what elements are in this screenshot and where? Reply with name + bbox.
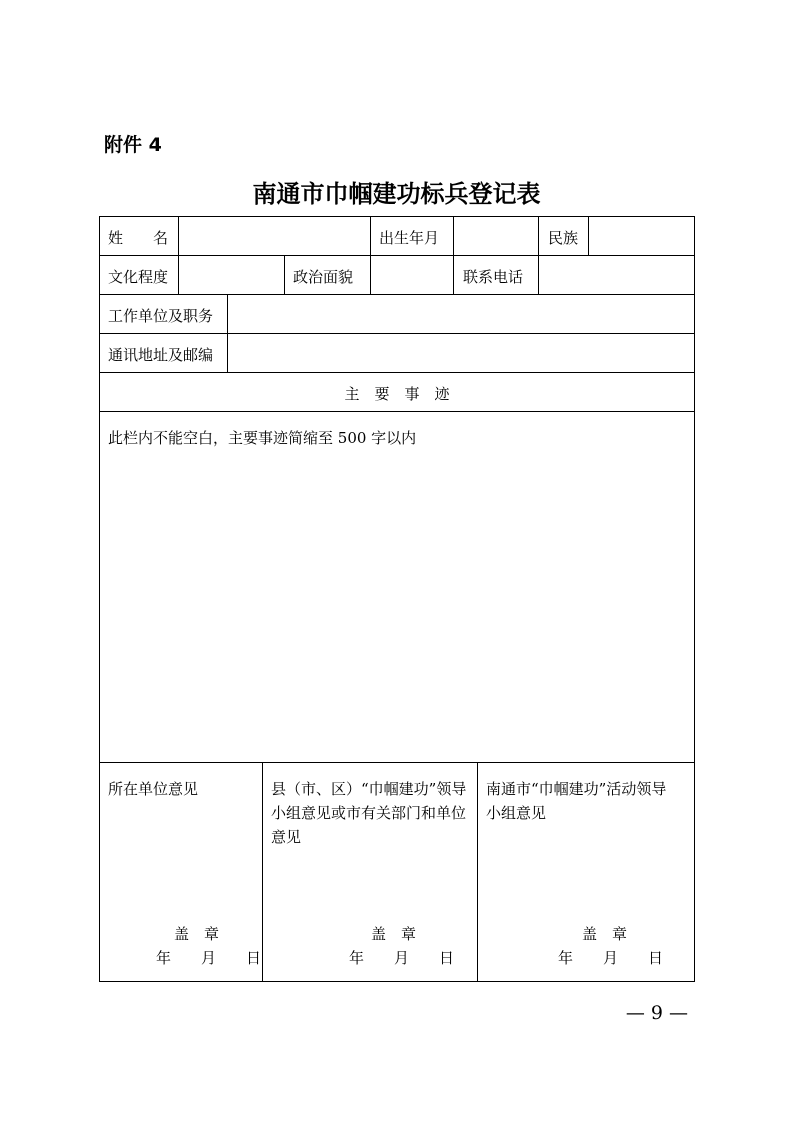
- annex-label: 附件 4: [104, 134, 162, 156]
- deeds-placeholder: 此栏内不能空白，主要事迹简缩至 500 字以内: [108, 429, 417, 447]
- work-unit-label: 工作单位及职务: [108, 307, 214, 325]
- page-number: — 9 —: [625, 1002, 688, 1024]
- work-unit-field[interactable]: [228, 295, 694, 333]
- unit-seal-label: 盖 章: [174, 925, 220, 943]
- city-date-label: 年 月 日: [558, 949, 664, 967]
- county-seal-label: 盖 章: [371, 925, 417, 943]
- phone-label: 联系电话: [463, 268, 524, 286]
- name-field[interactable]: [179, 217, 370, 255]
- city-seal-label: 盖 章: [582, 925, 628, 943]
- unit-opinion-label: 所在单位意见: [108, 780, 199, 798]
- unit-date-label: 年 月 日: [156, 949, 262, 967]
- name-label: 姓 名: [108, 229, 169, 247]
- city-opinion-label: 南通市“巾帼建功”活动领导小组意见: [486, 780, 667, 822]
- county-opinion-field[interactable]: [263, 763, 477, 981]
- deeds-header: 主 要 事 迹: [344, 385, 450, 403]
- birth-label: 出生年月: [379, 229, 440, 247]
- ethnic-field[interactable]: [589, 217, 694, 255]
- deeds-field[interactable]: [100, 412, 694, 762]
- unit-opinion-field[interactable]: [100, 763, 262, 981]
- phone-field[interactable]: [539, 256, 694, 294]
- county-opinion-label: 县（市、区）“巾帼建功”领导小组意见或市有关部门和单位意见: [271, 780, 467, 846]
- city-opinion-field[interactable]: [478, 763, 694, 981]
- education-field[interactable]: [179, 256, 284, 294]
- county-date-label: 年 月 日: [349, 949, 455, 967]
- ethnic-label: 民族: [548, 229, 579, 247]
- address-label: 通讯地址及邮编: [108, 346, 214, 364]
- politics-label: 政治面貌: [293, 268, 354, 286]
- address-field[interactable]: [228, 334, 694, 372]
- form-title: 南通市巾帼建功标兵登记表: [252, 179, 541, 208]
- politics-field[interactable]: [371, 256, 453, 294]
- education-label: 文化程度: [108, 268, 169, 286]
- birth-field[interactable]: [454, 217, 538, 255]
